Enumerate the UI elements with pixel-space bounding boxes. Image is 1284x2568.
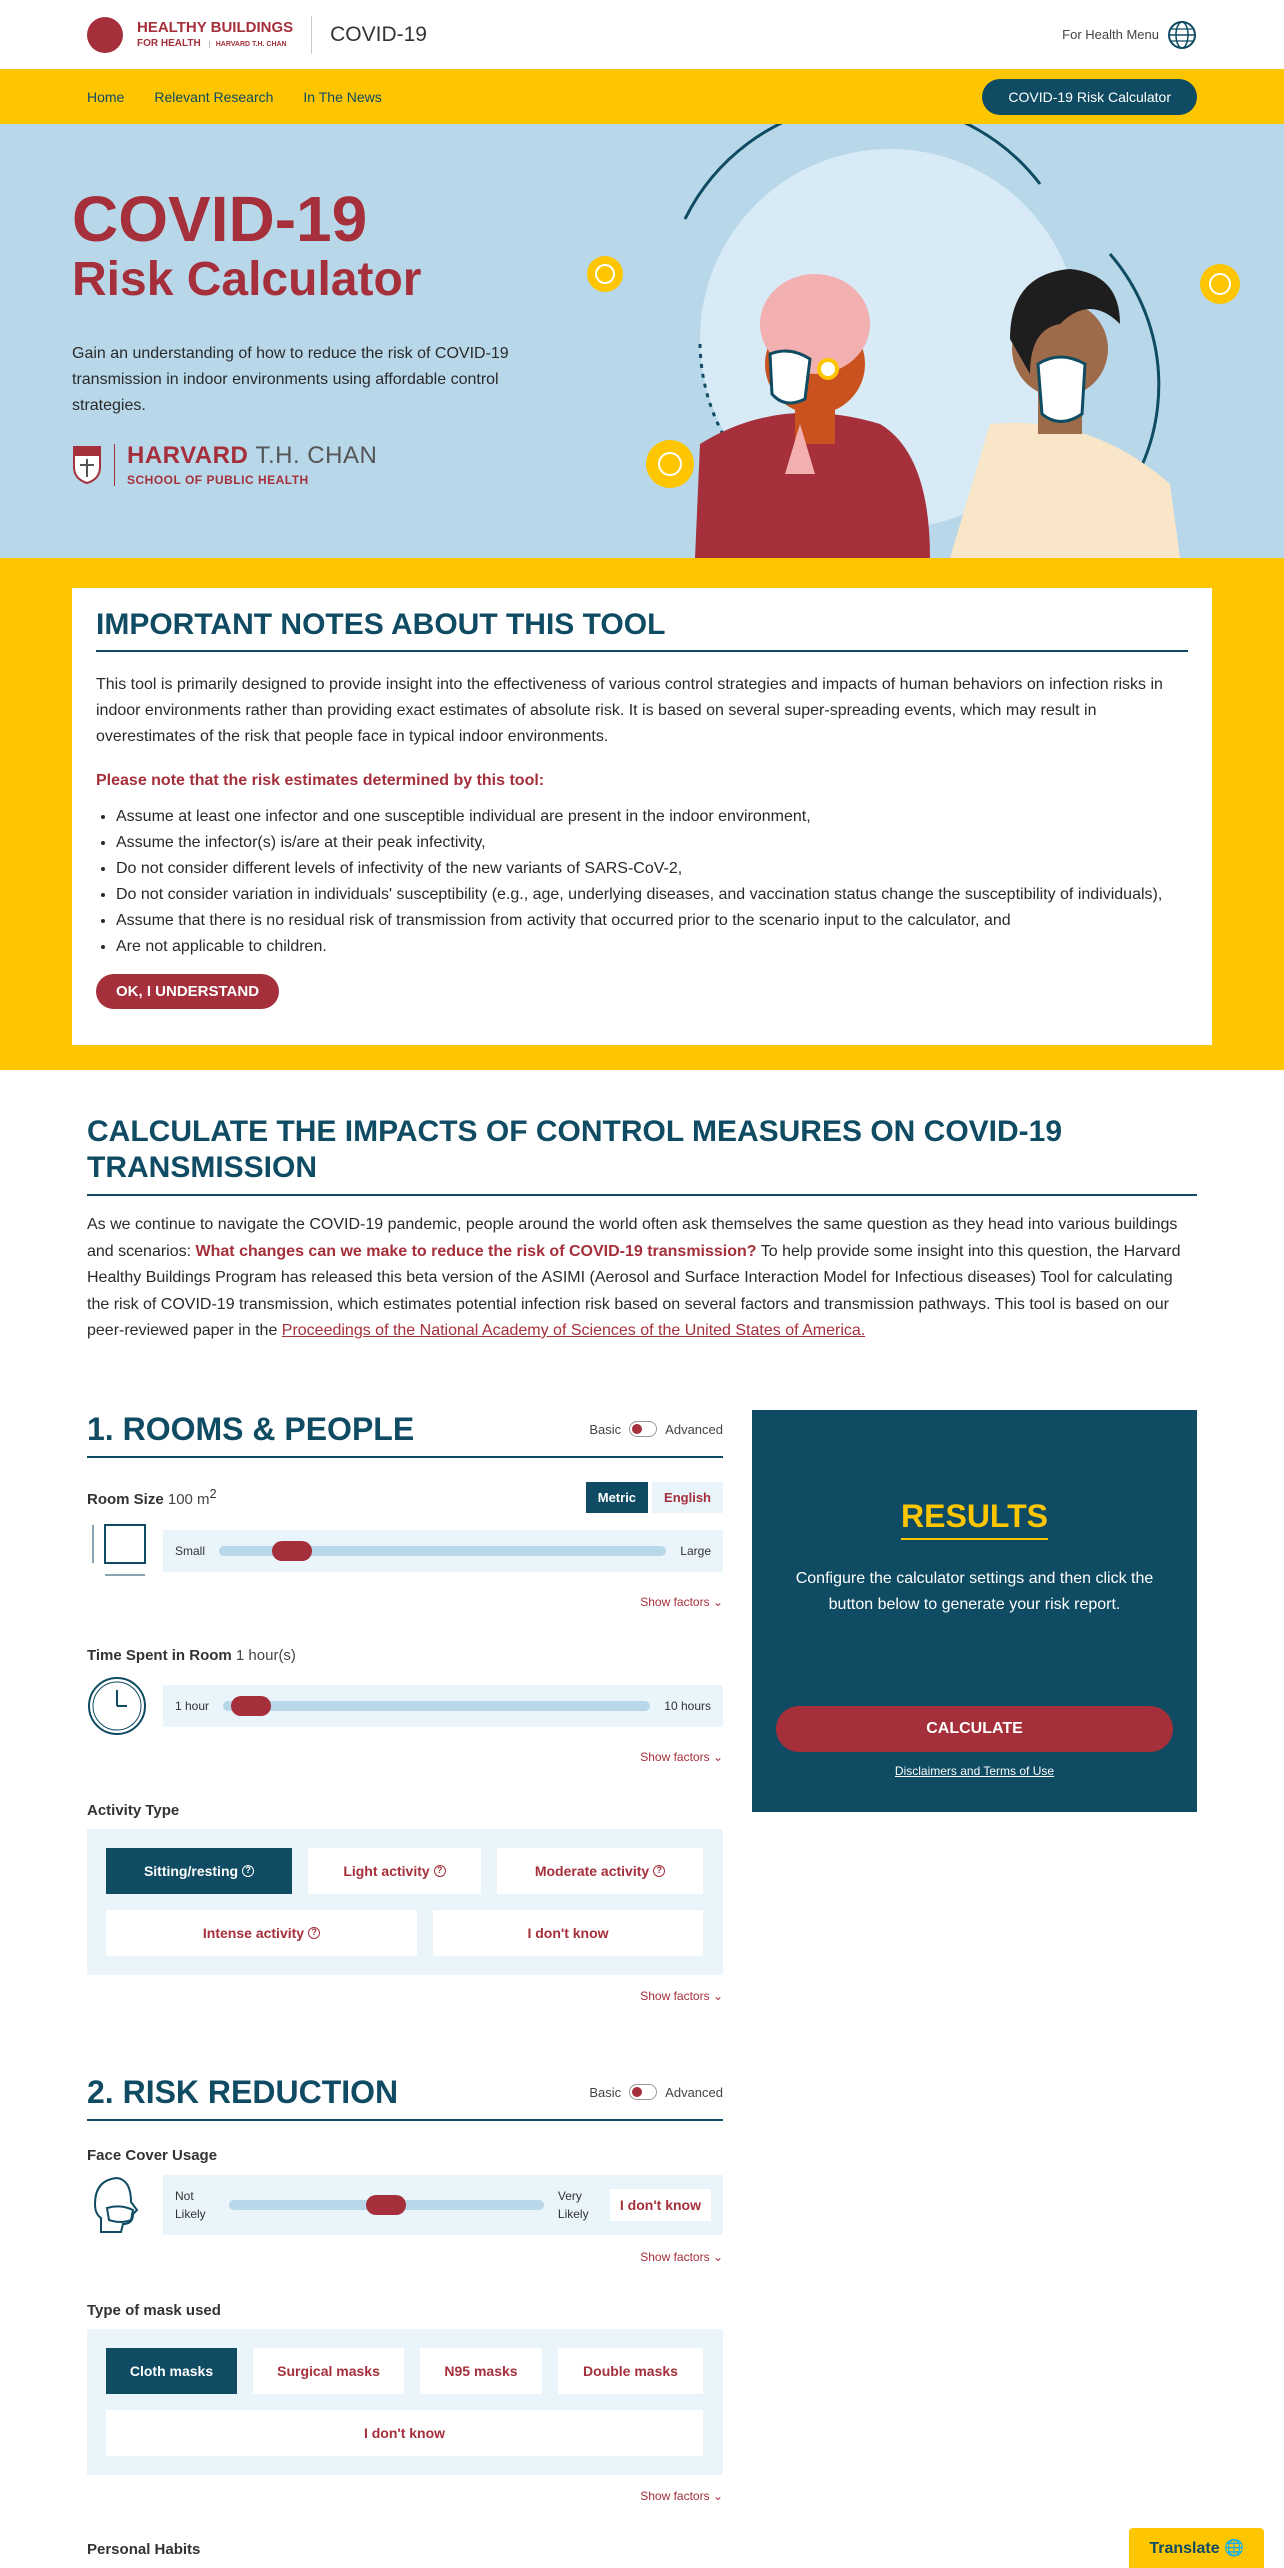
mode-switch[interactable] [629,2084,657,2100]
show-factors-label: Show factors [640,2250,710,2264]
activity-moderate-label: Moderate activity [534,1863,650,1879]
globe-icon: 🌐 [1224,2540,1244,2557]
calculator-inputs [87,1410,723,2568]
basic-label: Basic [589,1421,622,1437]
calc-intro [0,1070,1284,1345]
pnas-link[interactable]: Proceedings of the National Academy of Sciences of the United States of America. [281,1322,866,1339]
activity-intense[interactable] [106,1910,417,1956]
advanced-label: Advanced [665,1421,723,1437]
calc-desc-question: What changes can we make to reduce the risk of COVID-19 transmission? [195,1242,757,1260]
show-factors-link[interactable]: Show factors ⌄ [640,1750,723,1764]
activity-light[interactable] [308,1848,481,1894]
help-icon[interactable]: ? [308,1927,320,1939]
metric-button[interactable]: Metric [586,1482,648,1513]
nav-in-the-news[interactable]: In The News [303,88,382,105]
mask-surgical[interactable]: Surgical masks [253,2348,404,2394]
face-mask-icon [87,2174,143,2236]
face-cover-label: Face Cover Usage [87,2147,218,2164]
time-thumb[interactable] [231,1696,271,1716]
nav-relevant-research[interactable]: Relevant Research [154,88,274,105]
notes-title: IMPORTANT NOTES ABOUT THIS TOOL [96,608,1188,652]
mask-type-label: Type of mask used [87,2302,221,2319]
list-item: • Assume that there is no residual risk of transmission from activity that occurred prior to the scenario input to the calculator, and [116,908,1188,934]
harvard-shield-icon [72,445,102,485]
rooms-mode-toggle[interactable] [589,1421,723,1437]
calculate-button[interactable]: CALCULATE [776,1706,1173,1752]
room-size-unit-sup: 2 [209,1487,217,1501]
show-factors-link[interactable]: Show factors ⌄ [640,1595,723,1609]
main-nav [0,69,1284,124]
time-max-label: 10 hours [664,1699,711,1713]
list-item: • Do not consider variation in individuals' susceptibility (e.g., age, underlying diseases, and vaccination status change the susceptibility of individuals), [116,882,1188,908]
site-logo[interactable] [87,16,427,54]
health-menu-label: For Health Menu [1062,27,1159,42]
face-cover-dont-know-button[interactable]: I don't know [610,2189,711,2221]
calc-description [87,1212,1197,1345]
face-cover-slider-box [163,2175,723,2235]
room-size-slider-box [163,1530,723,1572]
room-size-slider[interactable] [219,1546,666,1556]
hero-banner [0,124,1284,558]
show-factors-link[interactable]: Show factors ⌄ [640,2250,723,2264]
time-value: 1 hour(s) [235,1647,296,1664]
english-button[interactable]: English [652,1482,723,1513]
list-item: • Assume the infector(s) is/are at their peak infectivity, [116,830,1188,856]
disclaimer-link[interactable]: Disclaimers and Terms of Use [894,1764,1055,1778]
face-cover-slider[interactable] [229,2200,544,2210]
globe-icon [1167,20,1197,50]
show-factors-label: Show factors [640,1750,710,1764]
mask-options [87,2329,723,2475]
logo-line2: FOR HEALTH [137,38,201,49]
mode-switch[interactable] [629,1421,657,1437]
room-size-icon [87,1521,151,1581]
help-icon[interactable]: ? [434,1865,446,1877]
site-name: COVID-19 [330,22,427,46]
time-min-label: 1 hour [175,1699,210,1713]
show-factors-label: Show factors [640,2489,710,2503]
notes-body: This tool is primarily designed to provide insight into the effectiveness of various control strategies and impacts of human behaviors on infection risks in indoor environments rather than providing exact estimates of absolute risk. It is based on several super-spreading events, which may result in overestimates of the risk that people face in typical indoor environments. [96,676,1163,745]
advanced-label: Advanced [665,2084,723,2100]
calc-desc-part1: As we continue to navigate the COVID-19 pandemic, people around the world often ask themselves the same question as they head into various buildings and scenarios: [87,1216,1178,1260]
harvard-chan: T.H. CHAN [255,442,378,469]
time-slider-box [163,1685,723,1727]
mask-cloth[interactable]: Cloth masks [106,2348,237,2394]
show-factors-label: Show factors [640,1595,710,1609]
list-item: • Assume at least one infector and one susceptible individual are present in the indoor environment, [116,804,1188,830]
personal-habits-label: Personal Habits [87,2541,201,2558]
show-factors-link[interactable]: Show factors ⌄ [640,1989,723,2003]
rooms-section-title: 1. ROOMS & PEOPLE [87,1410,415,1447]
harvard-name: HARVARD [127,442,249,469]
translate-label: Translate [1149,2540,1220,2557]
harvard-divider [114,444,115,486]
very-likely-label: Very Likely [557,2189,589,2221]
list-item: • Do not consider different levels of infectivity of the new variants of SARS-CoV-2, [116,856,1188,882]
logo-divider [311,16,312,54]
logo-line1: HEALTHY BUILDINGS [137,19,294,36]
calc-title: CALCULATE THE IMPACTS OF CONTROL MEASURES ON COVID-19 TRANSMISSION [87,1114,1197,1196]
help-icon[interactable]: ? [653,1865,665,1877]
room-size-thumb[interactable] [272,1541,312,1561]
list-item: • Are not applicable to children. [116,934,1188,960]
activity-dont-know[interactable]: I don't know [433,1910,703,1956]
risk-section-header [87,2073,723,2121]
risk-mode-toggle[interactable] [589,2084,723,2100]
notes-list [96,804,1188,960]
basic-label: Basic [589,2084,622,2100]
small-label: Small [175,1544,206,1558]
health-menu-button[interactable] [1062,20,1197,50]
time-label: Time Spent in Room 1 hour(s) [87,1647,296,1664]
activity-label: Activity Type [87,1802,180,1819]
activity-options [87,1829,723,1975]
show-factors-label: Show factors [640,1989,710,2003]
top-header [0,0,1284,69]
mask-n95[interactable]: N95 masks [420,2348,542,2394]
activity-light-label: Light activity [343,1863,430,1879]
notes-card [72,588,1212,1045]
time-slider[interactable] [223,1701,650,1711]
activity-moderate[interactable] [497,1848,703,1894]
not-likely-label: Not Likely [175,2189,206,2221]
harvard-school: SCHOOL OF PUBLIC HEALTH [127,473,309,487]
activity-sitting[interactable] [106,1848,292,1894]
large-label: Large [680,1544,711,1558]
mask-dont-know[interactable]: I don't know [106,2410,703,2456]
hero-title: COVID-19 [72,183,368,255]
risk-calculator-nav-button[interactable]: COVID-19 Risk Calculator [982,79,1197,115]
hero-illustration [560,124,1284,558]
room-size-label: Room Size 100 $m^2$ [87,1487,217,1508]
notes-band [0,558,1284,1070]
show-factors-link[interactable]: Show factors ⌄ [640,2489,723,2503]
risk-section-title: 2. RISK REDUCTION [87,2073,399,2110]
nav-home[interactable]: Home [87,88,125,105]
logo-emblem-icon [87,17,123,53]
results-title: RESULTS [901,1498,1048,1540]
activity-intense-label: Intense activity [202,1925,305,1941]
logo-line2b: HARVARD T.H. CHAN [209,41,287,48]
hero-description: Gain an understanding of how to reduce the risk of COVID-19 transmission in indoor environments using affordable control strategies. [72,345,509,414]
clock-icon [87,1676,147,1736]
results-panel [752,1410,1197,1812]
ok-understand-button[interactable]: OK, I UNDERSTAND [96,974,279,1009]
harvard-logo [72,442,377,487]
rooms-section-header [87,1410,723,1458]
help-icon[interactable]: ? [242,1865,254,1877]
results-description: Configure the calculator settings and then click the button below to generate your risk report. [795,1570,1154,1613]
mask-double[interactable]: Double masks [558,2348,703,2394]
notes-warning: Please note that the risk estimates determined by this tool: [96,772,545,789]
room-size-value: 100 m [167,1491,210,1508]
translate-button[interactable] [1129,2528,1264,2568]
calc-desc-part2: To help provide some insight into this question, the Harvard Healthy Buildings Program has released this beta version of the ASIMI (Aerosol and Surface Interaction Model for Infectious diseases) Tool for calculating the risk of COVID-19 transmission, which estimates potential infection risk based on several factors and transmission pathways. This tool is based on our peer-reviewed paper in the [87,1242,1181,1339]
face-cover-thumb[interactable] [366,2195,406,2215]
activity-sitting-label: Sitting/resting [143,1863,239,1879]
hero-subtitle: Risk Calculator [72,253,422,306]
